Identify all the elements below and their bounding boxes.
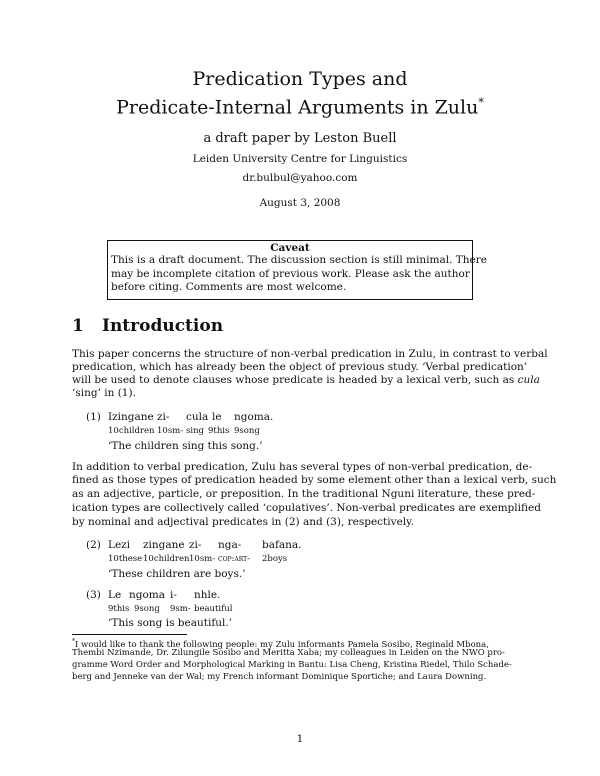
email: dr.bulbul@yahoo.com (242, 172, 358, 184)
footnote-line: Thembi Nzimande, Dr. Zilungile Sosibo and Meritta Xaba; my colleagues in Leiden on the NWO pro- (72, 648, 505, 658)
caveat-line: before citing. Comments are most welcome. (111, 281, 347, 293)
example-word: zi- (157, 411, 170, 423)
footnote-line: gramme Word Order and Morphological Marking in Bantu: Lisa Cheng, Kristina Riedel, Thilo Schade- (72, 660, 512, 670)
title-line-1: Predication Types and (192, 68, 408, 90)
example-translation: ‘This song is beautiful.’ (108, 617, 233, 629)
example-word: Le (108, 589, 122, 601)
example-translation: ‘The children sing this song.’ (108, 440, 263, 452)
example-gloss: cop:art- (218, 554, 251, 564)
example-gloss: 10children (143, 554, 190, 564)
paragraph-line: by nominal and adjectival predicates in (2) and (3), respectively. (72, 516, 415, 528)
example-word: cula (186, 411, 209, 423)
example-gloss: 9this (208, 426, 230, 436)
example-gloss: 2boys (262, 554, 288, 564)
paragraph-line: In addition to verbal predication, Zulu has several types of non-verbal predication, de- (72, 461, 533, 473)
example-number: (2) (86, 539, 101, 551)
example-word: bafana. (262, 539, 302, 551)
example-word: Lezi (108, 539, 131, 551)
paragraph-line: as an adjective, particle, or preposition. In the traditional Nguni literature, these pred- (72, 488, 536, 500)
example-word: ngoma (129, 589, 166, 601)
example-gloss: 9song (234, 426, 260, 436)
title-footnote-mark: * (478, 96, 484, 109)
example-gloss: 10sm- (157, 426, 184, 436)
paragraph-line: ication types are collectively called ‘copulatives’. Non-verbal predicates are exemplified (72, 502, 541, 514)
example-word: Izingane (108, 411, 154, 423)
author-line: a draft paper by Leston Buell (203, 131, 397, 146)
section-number: 1 (72, 316, 84, 336)
caveat-box (107, 240, 487, 300)
example-gloss: 10these (108, 554, 143, 564)
example-gloss: 9this (108, 604, 130, 614)
example-word: nga- (218, 539, 242, 551)
paragraph-line: fined as those types of predication headed by some element other than a lexical verb, such (72, 474, 557, 486)
paragraph-line: predication, which has already been the object of previous study. ‘Verbal predication’ (72, 361, 528, 373)
title-line-2 (0, 91, 600, 119)
example-gloss: 10sm- (189, 554, 216, 564)
example-word: zingane (143, 539, 185, 551)
affiliation: Leiden University Centre for Linguistics (192, 153, 408, 165)
paragraph-line: ‘sing’ in (1). (72, 387, 136, 399)
page-number: 1 (296, 733, 304, 745)
section-title: Introduction (102, 316, 224, 336)
title-line-2-text: Predicate-Internal Arguments in Zulu (116, 96, 479, 119)
italic-term: cula (517, 374, 540, 386)
example-gloss: beautiful (194, 604, 233, 614)
caveat-title: Caveat (270, 242, 310, 254)
example-gloss: sing (186, 426, 204, 436)
footnote-rule (72, 634, 187, 635)
paragraph-line: This paper concerns the structure of non-verbal predication in Zulu, in contrast to verbal (72, 348, 548, 360)
caveat-line: may be incomplete citation of previous work. Please ask the author (111, 267, 470, 280)
caveat-line: This is a draft document. The discussion section is still minimal. There (111, 254, 487, 266)
example-gloss: 9sm- (170, 604, 191, 614)
example-translation: ‘These children are boys.’ (108, 568, 246, 580)
example-word: ngoma. (234, 411, 274, 423)
paragraph-text: will be used to denote clauses whose predicate is headed by a lexical verb, such as (72, 374, 515, 386)
example-number: (3) (86, 589, 101, 601)
paragraph-line (72, 374, 540, 387)
example-word: le (212, 411, 222, 423)
date: August 3, 2008 (259, 197, 341, 209)
example-word: nhle. (194, 589, 221, 601)
footnote-mark: * (72, 638, 75, 645)
example-word: i- (170, 589, 177, 601)
example-number: (1) (86, 411, 101, 423)
example-word: zi- (189, 539, 202, 551)
footnote-text: I would like to thank the following people: my Zulu informants Pamela Sosibo, Reginald Mbona, (75, 639, 489, 650)
example-gloss: 10children (108, 426, 155, 436)
example-gloss: 9song (134, 604, 160, 614)
footnote-line: berg and Jenneke van der Wal; my French informant Dominique Sportiche; and Laura Downing. (72, 672, 487, 682)
